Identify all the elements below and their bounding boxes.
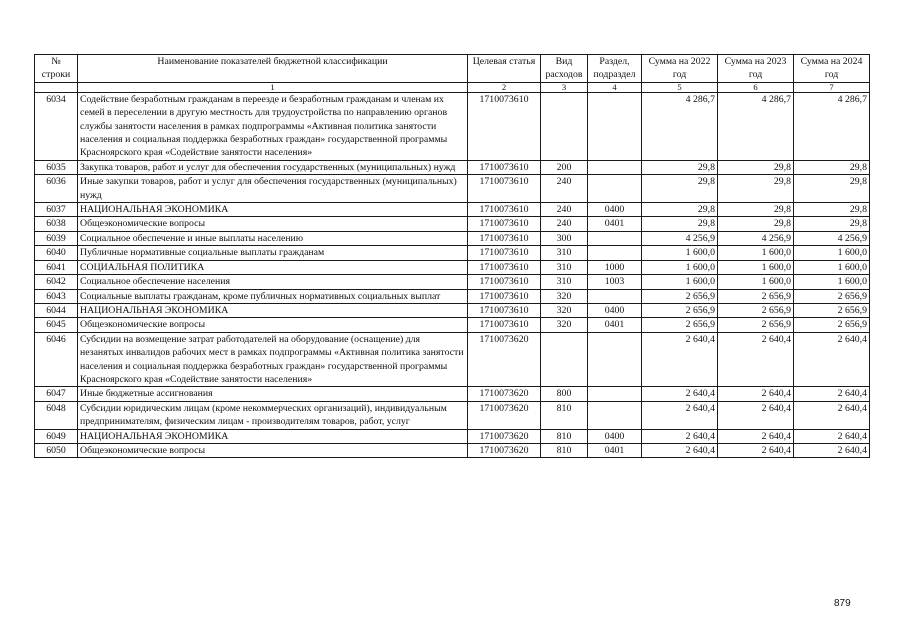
target-article: 1710073610 [468,203,541,217]
row-number: 6045 [35,318,78,332]
sum-2022: 2 640,4 [642,387,718,401]
section-code: 0401 [588,217,642,231]
row-number: 6049 [35,429,78,443]
sum-2023: 2 640,4 [718,387,794,401]
sum-2024: 29,8 [794,203,870,217]
expense-kind: 310 [541,246,588,260]
header-section: Раздел, подраздел [588,55,642,83]
expense-kind: 240 [541,175,588,203]
sum-2022: 2 640,4 [642,429,718,443]
sum-2023: 29,8 [718,217,794,231]
sum-2023: 2 656,9 [718,303,794,317]
sum-2023: 2 640,4 [718,429,794,443]
target-article: 1710073620 [468,332,541,387]
table-row [35,231,870,245]
expense-kind: 320 [541,303,588,317]
table-row [35,443,870,457]
header-sum-2023: Сумма на 2023 год [718,55,794,83]
section-code: 1000 [588,260,642,274]
expense-kind: 810 [541,401,588,429]
sum-2022: 2 656,9 [642,289,718,303]
target-article: 1710073620 [468,443,541,457]
section-code [588,231,642,245]
header-expense-kind: Вид расходов [541,55,588,83]
expense-kind: 310 [541,260,588,274]
indicator-name: СОЦИАЛЬНАЯ ПОЛИТИКА [78,260,468,274]
indicator-name: Социальные выплаты гражданам, кроме публичных нормативных социальных выплат [78,289,468,303]
table-row [35,175,870,203]
sum-2024: 1 600,0 [794,260,870,274]
target-article: 1710073610 [468,303,541,317]
section-code: 0401 [588,443,642,457]
sum-2023: 2 640,4 [718,332,794,387]
section-code: 0400 [588,203,642,217]
row-number: 6050 [35,443,78,457]
page-number: 879 [834,598,851,609]
target-article: 1710073610 [468,289,541,303]
sum-2024: 4 286,7 [794,92,870,160]
sum-2024: 4 256,9 [794,231,870,245]
table-row [35,289,870,303]
row-number: 6043 [35,289,78,303]
section-code [588,289,642,303]
sum-2022: 4 256,9 [642,231,718,245]
target-article: 1710073610 [468,318,541,332]
sum-2022: 1 600,0 [642,275,718,289]
target-article: 1710073610 [468,217,541,231]
indicator-name: Социальное обеспечение населения [78,275,468,289]
sum-2022: 29,8 [642,160,718,174]
column-number-1: 1 [78,82,468,92]
sum-2024: 2 656,9 [794,318,870,332]
column-number-5: 5 [642,82,718,92]
target-article: 1710073610 [468,92,541,160]
table-row [35,429,870,443]
sum-2023: 29,8 [718,175,794,203]
sum-2022: 29,8 [642,175,718,203]
section-code: 0401 [588,318,642,332]
section-code [588,387,642,401]
table-row [35,203,870,217]
target-article: 1710073610 [468,246,541,260]
table-row [35,303,870,317]
sum-2024: 2 656,9 [794,303,870,317]
indicator-name: Общеэкономические вопросы [78,443,468,457]
row-number: 6037 [35,203,78,217]
target-article: 1710073620 [468,387,541,401]
target-article: 1710073610 [468,175,541,203]
target-article: 1710073610 [468,275,541,289]
expense-kind: 810 [541,429,588,443]
table-row [35,160,870,174]
sum-2022: 2 656,9 [642,303,718,317]
sum-2023: 1 600,0 [718,275,794,289]
header-sum-2022: Сумма на 2022 год [642,55,718,83]
row-number: 6041 [35,260,78,274]
expense-kind [541,92,588,160]
sum-2024: 29,8 [794,160,870,174]
column-number-2: 2 [468,82,541,92]
sum-2023: 2 640,4 [718,443,794,457]
column-number-4: 4 [588,82,642,92]
indicator-name: Содействие безработным гражданам в переезде и безработным гражданам и членам их семей в переселении в другую местность для трудоустройства по направлению органов службы занятости населения в рамках подпрограммы «Активная политика занятости населения и социальная поддержка безработных граждан» государственной программы Красноярского края «Содействие занятости населения» [78,92,468,160]
sum-2023: 1 600,0 [718,260,794,274]
expense-kind [541,332,588,387]
column-number-6: 6 [718,82,794,92]
indicator-name: Социальное обеспечение и иные выплаты населению [78,231,468,245]
row-number: 6035 [35,160,78,174]
header-indicator-name: Наименование показателей бюджетной классификации [78,55,468,83]
section-code [588,401,642,429]
indicator-name: Иные бюджетные ассигнования [78,387,468,401]
table-row [35,318,870,332]
table-body [35,92,870,458]
section-code [588,332,642,387]
table-row [35,92,870,160]
table-row [35,387,870,401]
indicator-name: Общеэкономические вопросы [78,217,468,231]
sum-2023: 2 656,9 [718,318,794,332]
indicator-name: Субсидии на возмещение затрат работодателей на оборудование (оснащение) для незанятых инвалидов рабочих мест в рамках подпрограммы «Активная политика занятости населения и социальная поддержка безработных граждан» государственной программы Красноярского края «Содействие занятости населения» [78,332,468,387]
sum-2024: 1 600,0 [794,275,870,289]
sum-2024: 2 640,4 [794,429,870,443]
table-header [35,55,870,93]
section-code [588,160,642,174]
sum-2022: 2 640,4 [642,401,718,429]
row-number: 6039 [35,231,78,245]
section-code [588,92,642,160]
target-article: 1710073620 [468,429,541,443]
row-number: 6047 [35,387,78,401]
table-row [35,260,870,274]
row-number: 6036 [35,175,78,203]
sum-2022: 1 600,0 [642,246,718,260]
expense-kind: 310 [541,275,588,289]
target-article: 1710073620 [468,401,541,429]
header-row-number: № строки [35,55,78,83]
table-row [35,332,870,387]
indicator-name: НАЦИОНАЛЬНАЯ ЭКОНОМИКА [78,203,468,217]
table-row [35,246,870,260]
sum-2022: 29,8 [642,217,718,231]
sum-2023: 29,8 [718,203,794,217]
sum-2022: 2 640,4 [642,332,718,387]
budget-table [34,54,870,458]
sum-2024: 2 640,4 [794,332,870,387]
sum-2024: 1 600,0 [794,246,870,260]
expense-kind: 300 [541,231,588,245]
sum-2022: 2 656,9 [642,318,718,332]
indicator-name: НАЦИОНАЛЬНАЯ ЭКОНОМИКА [78,429,468,443]
sum-2023: 2 640,4 [718,401,794,429]
section-code: 0400 [588,429,642,443]
sum-2023: 29,8 [718,160,794,174]
sum-2024: 2 640,4 [794,443,870,457]
sum-2023: 4 256,9 [718,231,794,245]
expense-kind: 320 [541,289,588,303]
expense-kind: 240 [541,203,588,217]
sum-2023: 2 656,9 [718,289,794,303]
target-article: 1710073610 [468,260,541,274]
indicator-name: НАЦИОНАЛЬНАЯ ЭКОНОМИКА [78,303,468,317]
section-code: 1003 [588,275,642,289]
header-sum-2024: Сумма на 2024 год [794,55,870,83]
expense-kind: 810 [541,443,588,457]
sum-2022: 29,8 [642,203,718,217]
row-number: 6046 [35,332,78,387]
column-number-0 [35,82,78,92]
sum-2022: 1 600,0 [642,260,718,274]
indicator-name: Публичные нормативные социальные выплаты гражданам [78,246,468,260]
section-code [588,246,642,260]
sum-2023: 4 286,7 [718,92,794,160]
section-code [588,175,642,203]
table-row [35,217,870,231]
column-number-7: 7 [794,82,870,92]
expense-kind: 320 [541,318,588,332]
indicator-name: Закупка товаров, работ и услуг для обеспечения государственных (муниципальных) нужд [78,160,468,174]
row-number: 6048 [35,401,78,429]
row-number: 6038 [35,217,78,231]
row-number: 6040 [35,246,78,260]
sum-2024: 2 640,4 [794,387,870,401]
indicator-name: Общеэкономические вопросы [78,318,468,332]
sum-2022: 4 286,7 [642,92,718,160]
expense-kind: 200 [541,160,588,174]
expense-kind: 800 [541,387,588,401]
row-number: 6034 [35,92,78,160]
section-code: 0400 [588,303,642,317]
indicator-name: Субсидии юридическим лицам (кроме некоммерческих организаций), индивидуальным предпринимателям, физическим лицам - производителям товаров, работ, услуг [78,401,468,429]
row-number: 6044 [35,303,78,317]
indicator-name: Иные закупки товаров, работ и услуг для обеспечения государственных (муниципальных) нужд [78,175,468,203]
sum-2023: 1 600,0 [718,246,794,260]
sum-2022: 2 640,4 [642,443,718,457]
target-article: 1710073610 [468,231,541,245]
column-number-3: 3 [541,82,588,92]
sum-2024: 29,8 [794,175,870,203]
header-target-article: Целевая статья [468,55,541,83]
target-article: 1710073610 [468,160,541,174]
expense-kind: 240 [541,217,588,231]
sum-2024: 2 640,4 [794,401,870,429]
sum-2024: 2 656,9 [794,289,870,303]
row-number: 6042 [35,275,78,289]
table-row [35,275,870,289]
sum-2024: 29,8 [794,217,870,231]
table-row [35,401,870,429]
